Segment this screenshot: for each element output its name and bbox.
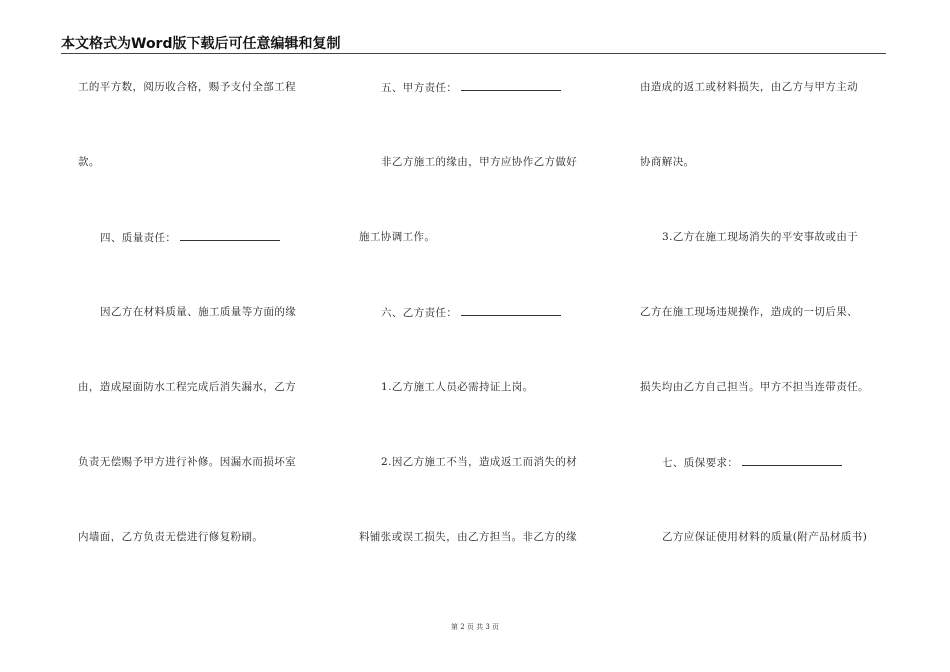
text-line <box>662 230 912 244</box>
text-line-content: 乙方应保证使用材料的质量(附产品材质书) <box>662 531 868 543</box>
text-line <box>359 230 609 244</box>
text-line <box>662 530 912 544</box>
text-line <box>78 380 328 394</box>
text-line <box>359 530 609 544</box>
text-line-content: 款。 <box>78 156 100 168</box>
text-line <box>640 155 890 169</box>
page-header-title: 本文格式为Word版下载后可任意编辑和复制 <box>61 36 341 52</box>
text-line-content: 2.因乙方施工不当，造成返工而消失的材 <box>381 456 578 468</box>
text-line-content: 非乙方施工的缘由，甲方应协作乙方做好 <box>381 156 578 168</box>
text-line <box>78 530 328 544</box>
text-line <box>381 80 631 95</box>
text-line <box>78 80 328 94</box>
text-line-content: 因乙方在材料质量、施工质量等方面的缘 <box>100 306 297 318</box>
text-line-content: 由，造成屋面防水工程完成后消失漏水，乙方 <box>78 381 296 393</box>
text-line-content: 七、质保要求： <box>662 457 739 469</box>
text-line <box>100 305 350 319</box>
text-line-content: 乙方在施工现场违规操作，造成的一切后果、 <box>640 306 858 318</box>
text-line <box>78 155 328 169</box>
fill-in-blank <box>461 80 561 91</box>
text-line <box>640 80 890 94</box>
text-line-content: 损失均由乙方自己担当。甲方不担当连带责任。 <box>640 381 869 393</box>
text-line <box>100 230 350 245</box>
text-line <box>640 305 890 319</box>
text-line-content: 负责无偿赐予甲方进行补修。因漏水而损坏室 <box>78 456 296 468</box>
text-line-content: 五、甲方责任： <box>381 82 458 94</box>
header-divider <box>61 53 886 54</box>
fill-in-blank <box>742 455 842 466</box>
fill-in-blank <box>180 230 280 241</box>
text-line <box>78 455 328 469</box>
fill-in-blank <box>461 305 561 316</box>
text-line-content: 六、乙方责任： <box>381 307 458 319</box>
text-line-content: 由造成的返工或材料损失，由乙方与甲方主动 <box>640 81 858 93</box>
text-line-content: 协商解决。 <box>640 156 695 168</box>
text-line <box>381 380 631 394</box>
text-line-content: 四、质量责任： <box>100 232 177 244</box>
text-line <box>640 380 890 394</box>
text-line <box>662 455 912 470</box>
text-line <box>381 305 631 320</box>
text-line-content: 3.乙方在施工现场消失的平安事故或由于 <box>662 231 859 243</box>
text-line-content: 内墙面，乙方负责无偿进行修复粉刷。 <box>78 531 264 543</box>
text-line <box>381 155 631 169</box>
text-line-content: 料铺张或误工损失，由乙方担当。非乙方的缘 <box>359 531 577 543</box>
text-line <box>381 455 631 469</box>
text-line-content: 施工协调工作。 <box>359 231 436 243</box>
page-number-footer: 第 2 页 共 3 页 <box>450 623 500 631</box>
text-line-content: 工的平方数，阅历收合格，赐予支付全部工程 <box>78 81 296 93</box>
text-line-content: 1.乙方施工人员必需持证上岗。 <box>381 381 534 393</box>
